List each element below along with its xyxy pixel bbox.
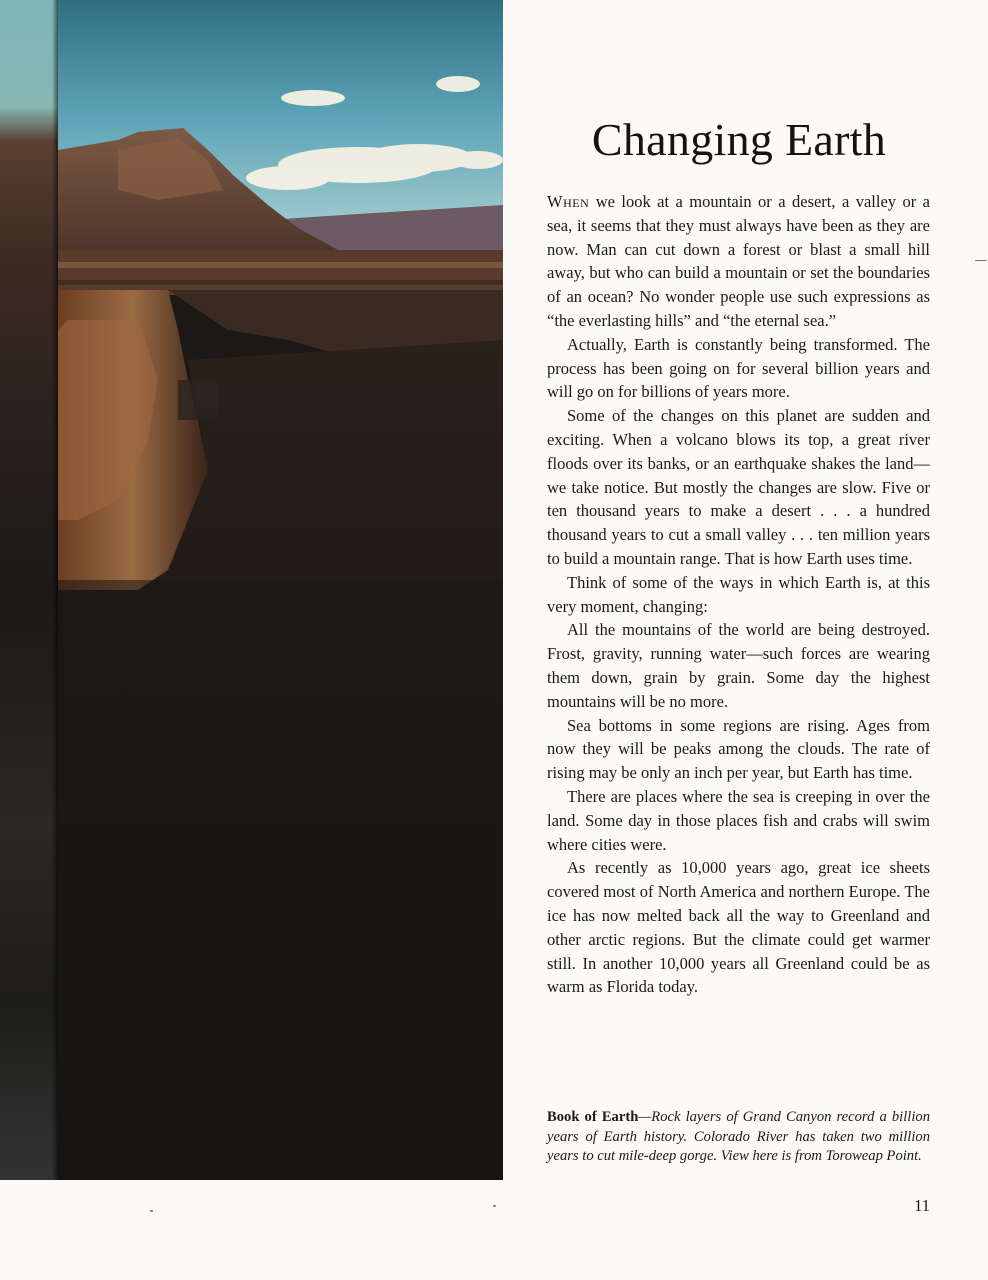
article-body [547, 190, 930, 999]
page-title: Changing Earth [591, 114, 887, 165]
paragraph-3: Some of the changes on this planet are sudden and exciting. When a volcano blows its top, a great river floods over its banks, or an earthquake shakes the land—we take notice. But mostly the changes are slow. Five or ten thousand years to make a desert . . . a hundred thousand years to cut a small valley . . . ten million years to build a mountain range. That is how Earth uses time. [547, 406, 930, 568]
lead-word: When [547, 192, 590, 211]
paragraph-8: As recently as 10,000 years ago, great ice sheets covered most of North America and northern Europe. The ice has now melted back all the way to Greenland and other arctic regions. But the climate could get warmer still. In another 10,000 years all Greenland could be as warm as Florida today. [547, 858, 930, 997]
paper-fleck [975, 260, 987, 261]
grand-canyon-illustration [58, 0, 503, 1180]
grand-canyon-photo [58, 0, 503, 1180]
paper-fleck [150, 1210, 153, 1212]
caption-text: —Rock layers of Grand Canyon record a billion years of Earth history. Colorado River has taken two million years to cut mile-deep gorge. View here is from Toroweap Point. [547, 1109, 930, 1164]
photo-edge-strip [0, 0, 58, 1180]
paragraph-4: Think of some of the ways in which Earth is, at this very moment, changing: [547, 572, 930, 616]
page-number: 11 [914, 1196, 930, 1215]
paragraph-1 [547, 190, 930, 333]
photo-caption [547, 1108, 930, 1167]
paper-fleck [493, 1205, 496, 1207]
paragraph-2: Actually, Earth is constantly being transformed. The process has been going on for several billion years and will go on for billions of years more. [547, 334, 930, 402]
paragraph-5: All the mountains of the world are being destroyed. Frost, gravity, running water—such forces are wearing them down, grain by grain. Some day the highest mountains will be no more. [547, 620, 930, 711]
paragraph-6: Sea bottoms in some regions are rising. Ages from now they will be peaks among the clouds. The rate of rising may be only an inch per year, but Earth has time. [547, 715, 930, 783]
caption-heading: Book of Earth [547, 1109, 639, 1125]
paragraph-7: There are places where the sea is creeping in over the land. Some day in those places fish and crabs will swim where cities were. [547, 786, 930, 854]
paragraph-1-text: we look at a mountain or a desert, a valley or a sea, it seems that they must always have been as they are now. Man can cut down a forest or blast a small hill away, but who can build a mountain or set the boundaries of an ocean? No wonder people use such expressions as “the everlasting hills” and “the eternal sea.” [547, 192, 930, 330]
